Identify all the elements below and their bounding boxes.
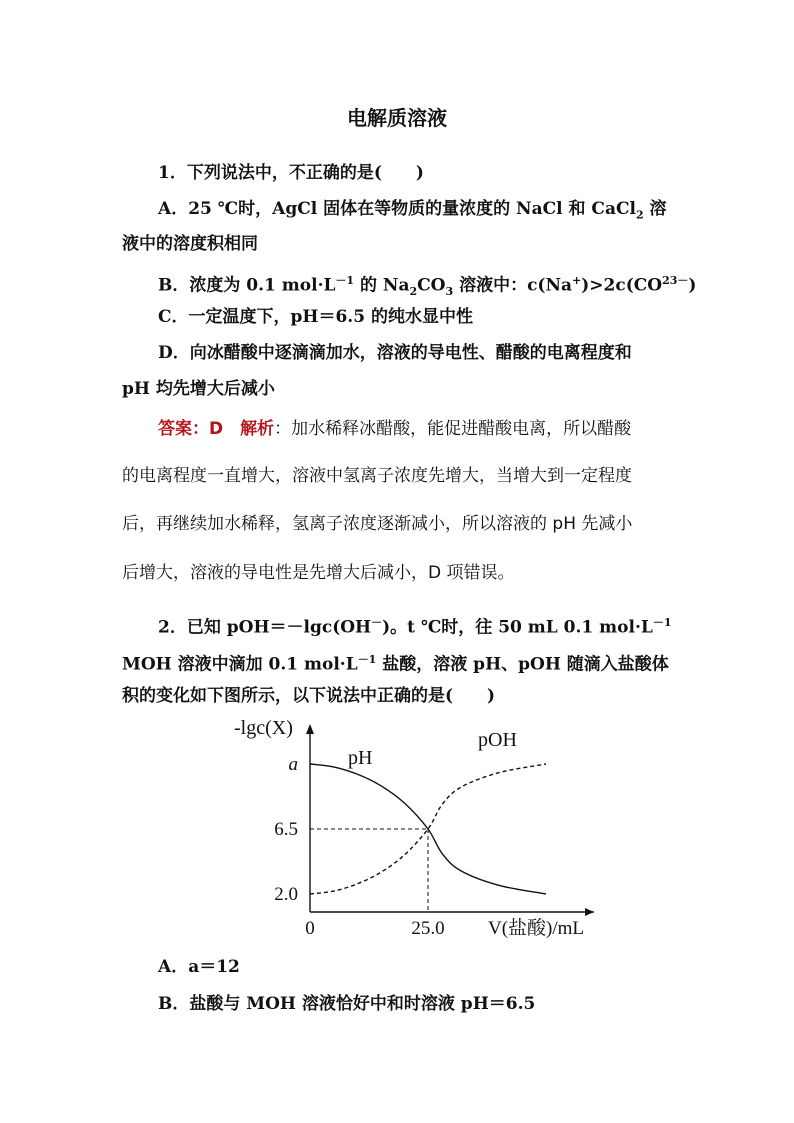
y-axis-label: -lgc(X) bbox=[234, 717, 293, 739]
q1-analysis-line-1: 答案：D 解析：加水稀释冰醋酸，能促进醋酸电离，所以醋酸 bbox=[158, 419, 632, 439]
y-tick-label: 2.0 bbox=[274, 884, 298, 905]
q2-stem-3: 积的变化如下图所示，以下说法中正确的是( ) bbox=[122, 686, 496, 706]
y-tick-label: 6.5 bbox=[274, 819, 298, 840]
y-axis-arrow bbox=[306, 724, 314, 734]
x-axis-arrow bbox=[585, 908, 594, 916]
q1-option-a: A．25 ℃时，AgCl 固体在等物质的量浓度的 NaCl 和 CaCl$_2$ 溶 bbox=[158, 199, 667, 222]
q1-option-d: D．向冰醋酸中逐滴滴加水，溶液的导电性、醋酸的电离程度和 bbox=[158, 343, 632, 363]
chart-labels bbox=[234, 717, 584, 939]
q2-stem-2: MOH 溶液中滴加 0.1 $mol\cdot L^{-1}$ 盐酸，溶液 pH、pOH 随滴入盐酸体 bbox=[122, 653, 669, 675]
q1-analysis-line-2: 的电离程度一直增大，溶液中氢离子浓度先增大，当增大到一定程度 bbox=[122, 466, 632, 486]
y-tick-label: a bbox=[288, 754, 298, 775]
answer-label: 答案：D bbox=[158, 419, 224, 439]
q1-option-a-cont: 液中的溶度积相同 bbox=[122, 234, 258, 254]
series-label-poh: pOH bbox=[478, 729, 517, 751]
x-axis-label: V(盐酸)/mL bbox=[488, 918, 585, 939]
page-title: 电解质溶液 bbox=[347, 106, 447, 130]
titration-chart bbox=[232, 712, 602, 944]
analysis-label: 解析 bbox=[240, 419, 275, 439]
q1-analysis-line-3: 后，再继续加水稀释，氢离子浓度逐渐减小，所以溶液的 pH 先减小 bbox=[122, 514, 633, 534]
q1-option-c: C．一定温度下，pH＝6.5 的纯水显中性 bbox=[158, 307, 473, 327]
x-tick-label: 25.0 bbox=[411, 918, 445, 939]
series-label-ph: pH bbox=[348, 747, 373, 769]
q2-stem-1: 2．已知 pOH＝－lgc(OH－)。t ℃时，往 50 mL 0.1 $mol\cdot L^{-1}$ bbox=[158, 616, 672, 638]
q2-option-a: A．a＝12 bbox=[158, 957, 240, 977]
chart-reference-lines bbox=[310, 829, 428, 912]
x-tick-label: 0 bbox=[305, 918, 315, 939]
q1-analysis-line-4: 后增大，溶液的导电性是先增大后减小，D 项错误。 bbox=[122, 563, 515, 583]
q1-stem: 1．下列说法中，不正确的是( ) bbox=[158, 163, 424, 183]
q1-option-b: B．浓度为 0.1 $mol\cdot L^{-1}$ 的 $Na_2CO_3$ 溶液中：$c(Na^+)>2c(CO^{23-})$ bbox=[158, 274, 697, 299]
q2-option-b: B．盐酸与 MOH 溶液恰好中和时溶液 pH＝6.5 bbox=[158, 994, 536, 1014]
q1-option-d-cont: pH 均先增大后减小 bbox=[122, 379, 275, 399]
